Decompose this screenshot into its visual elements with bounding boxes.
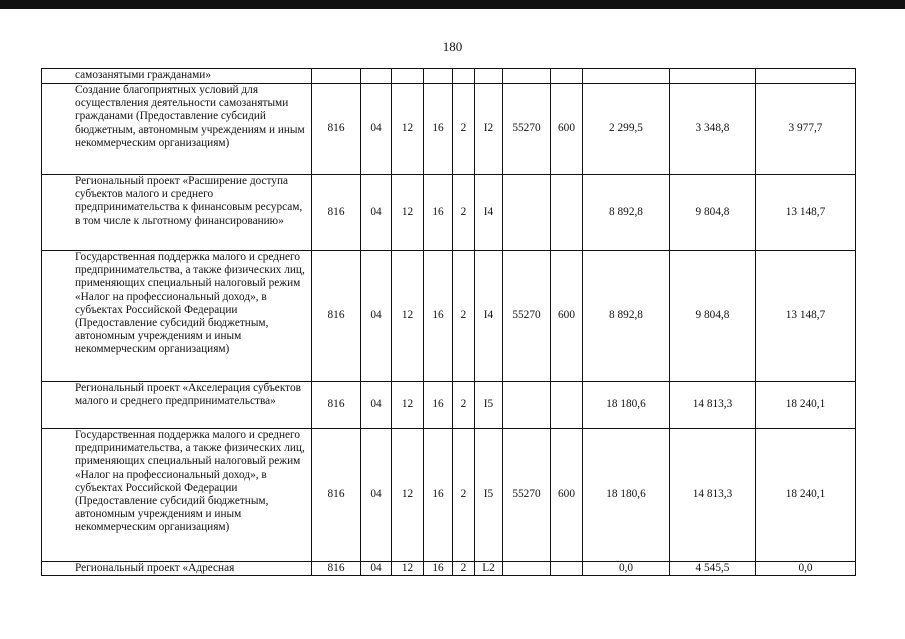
row-name-cell: Региональный проект «Акселерация субъектов малого и среднего предпринимательства»	[42, 382, 312, 429]
direction-cell: 55270	[503, 251, 551, 382]
amount-year1-cell: 8 892,8	[583, 175, 670, 251]
project-cell: I5	[475, 382, 503, 429]
project-cell: L2	[475, 562, 503, 576]
expense-type-cell	[551, 175, 583, 251]
amount-year3-cell: 13 148,7	[756, 175, 856, 251]
subprogram-cell: 2	[453, 175, 475, 251]
amount-year3-cell: 18 240,1	[756, 382, 856, 429]
program-cell: 16	[424, 429, 453, 562]
amount-year1-cell: 18 180,6	[583, 429, 670, 562]
project-cell: I2	[475, 84, 503, 175]
gr-cell: 816	[312, 84, 361, 175]
rz-cell: 04	[361, 382, 392, 429]
amount-year3-cell	[756, 69, 856, 84]
table-row	[42, 382, 856, 429]
expense-type-cell	[551, 69, 583, 84]
row-name-cell: Создание благоприятных условий для осуществления деятельности самозанятыми гражданами (Предоставление субсидий бюджетным, автономным учреждениям и иным некоммерческим организациям)	[42, 84, 312, 175]
pr-cell: 12	[392, 175, 424, 251]
gr-cell: 816	[312, 175, 361, 251]
direction-cell	[503, 175, 551, 251]
row-name-cell: самозанятыми гражданами»	[42, 69, 312, 84]
table-row	[42, 251, 856, 382]
subprogram-cell: 2	[453, 429, 475, 562]
row-name-cell: Государственная поддержка малого и среднего предпринимательства, а также физических лиц, применяющих специальный налоговый режим «Налог на профессиональный доход», в субъектах Российской Федерации (Предоставление субсидий бюджетным, автономным учреждениям и иным некоммерческим организациям)	[42, 429, 312, 562]
amount-year1-cell: 2 299,5	[583, 84, 670, 175]
amount-year2-cell: 14 813,3	[670, 382, 756, 429]
direction-cell	[503, 382, 551, 429]
rz-cell	[361, 69, 392, 84]
gr-cell: 816	[312, 562, 361, 576]
subprogram-cell: 2	[453, 84, 475, 175]
program-cell	[424, 69, 453, 84]
program-cell: 16	[424, 84, 453, 175]
pr-cell	[392, 69, 424, 84]
table-row	[42, 84, 856, 175]
direction-cell: 55270	[503, 84, 551, 175]
row-name-cell: Государственная поддержка малого и среднего предпринимательства, а также физических лиц, применяющих специальный налоговый режим «Налог на профессиональный доход», в субъектах Российской Федерации (Предоставление субсидий бюджетным, автономным учреждениям и иным некоммерческим организациям)	[42, 251, 312, 382]
amount-year3-cell: 0,0	[756, 562, 856, 576]
page-number: 180	[442, 39, 463, 54]
scan-top-edge	[0, 0, 905, 9]
project-cell: I4	[475, 175, 503, 251]
expense-type-cell: 600	[551, 251, 583, 382]
amount-year3-cell: 3 977,7	[756, 84, 856, 175]
program-cell: 16	[424, 175, 453, 251]
amount-year3-cell: 13 148,7	[756, 251, 856, 382]
pr-cell: 12	[392, 562, 424, 576]
pr-cell: 12	[392, 251, 424, 382]
program-cell: 16	[424, 562, 453, 576]
amount-year1-cell: 8 892,8	[583, 251, 670, 382]
amount-year2-cell: 9 804,8	[670, 251, 756, 382]
project-cell: I4	[475, 251, 503, 382]
pr-cell: 12	[392, 429, 424, 562]
amount-year2-cell: 4 545,5	[670, 562, 756, 576]
subprogram-cell	[453, 69, 475, 84]
amount-year3-cell: 18 240,1	[756, 429, 856, 562]
program-cell: 16	[424, 251, 453, 382]
gr-cell: 816	[312, 251, 361, 382]
rz-cell: 04	[361, 251, 392, 382]
project-cell: I5	[475, 429, 503, 562]
gr-cell	[312, 69, 361, 84]
table-row	[42, 562, 856, 576]
direction-cell: 55270	[503, 429, 551, 562]
expense-type-cell: 600	[551, 429, 583, 562]
amount-year2-cell: 9 804,8	[670, 175, 756, 251]
gr-cell: 816	[312, 382, 361, 429]
pr-cell: 12	[392, 84, 424, 175]
rz-cell: 04	[361, 84, 392, 175]
subprogram-cell: 2	[453, 562, 475, 576]
amount-year2-cell	[670, 69, 756, 84]
rz-cell: 04	[361, 175, 392, 251]
pr-cell: 12	[392, 382, 424, 429]
row-name-cell: Региональный проект «Расширение доступа субъектов малого и среднего предпринимательства к финансовым ресурсам, в том числе к льготному финансированию»	[42, 175, 312, 251]
table-row	[42, 175, 856, 251]
subprogram-cell: 2	[453, 251, 475, 382]
project-cell	[475, 69, 503, 84]
program-cell: 16	[424, 382, 453, 429]
amount-year1-cell: 0,0	[583, 562, 670, 576]
amount-year2-cell: 3 348,8	[670, 84, 756, 175]
expense-type-cell	[551, 382, 583, 429]
gr-cell: 816	[312, 429, 361, 562]
rz-cell: 04	[361, 429, 392, 562]
direction-cell	[503, 562, 551, 576]
subprogram-cell: 2	[453, 382, 475, 429]
table-row	[42, 69, 856, 84]
amount-year2-cell: 14 813,3	[670, 429, 756, 562]
expense-type-cell: 600	[551, 84, 583, 175]
budget-table	[41, 68, 856, 576]
rz-cell: 04	[361, 562, 392, 576]
direction-cell	[503, 69, 551, 84]
expense-type-cell	[551, 562, 583, 576]
table-row	[42, 429, 856, 562]
amount-year1-cell: 18 180,6	[583, 382, 670, 429]
amount-year1-cell	[583, 69, 670, 84]
row-name-cell: Региональный проект «Адресная	[42, 562, 312, 576]
